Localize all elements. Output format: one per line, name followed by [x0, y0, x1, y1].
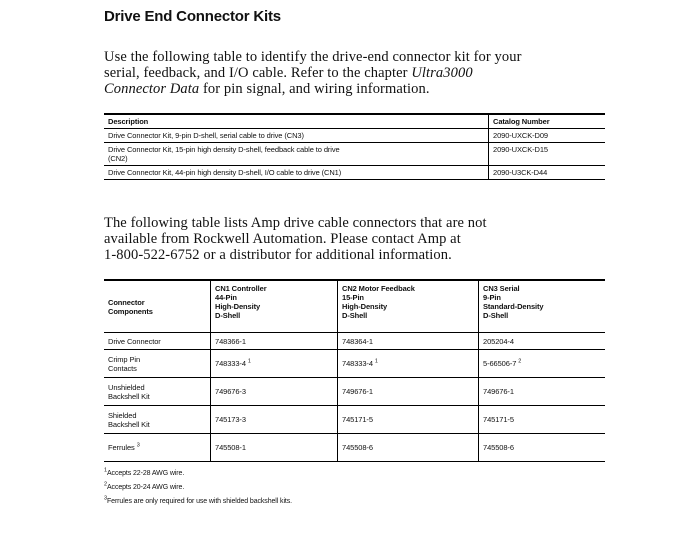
cn1-part-number: 748366-1 [211, 333, 338, 350]
column-header-connector-components: Connector Components [104, 280, 211, 333]
cn3-part-number: 745171-5 [479, 406, 606, 434]
amp-line-2: available from Rockwell Automation. Please contact Amp at [104, 231, 461, 247]
catalog-number: 2090-UXCK-D15 [489, 143, 606, 166]
chapter-name-part-1: Ultra3000 [411, 65, 473, 81]
table-row [104, 166, 605, 180]
amp-line-3: 1-800-522-6752 or a distributor for additional information. [104, 247, 452, 263]
footnote-1: $^1$Accepts 22-28 AWG wire. [104, 467, 185, 477]
table-row [104, 406, 605, 434]
column-header-cn2: CN2 Motor Feedback 15-Pin High-Density D-Shell [338, 280, 479, 333]
cn2-part-number: 749676-1 [338, 378, 479, 406]
column-header-cn3: CN3 Serial 9-Pin Standard-Density D-Shell [479, 280, 606, 333]
table-row [104, 378, 605, 406]
intro-line-3: Connector Data for pin signal, and wiring information. [104, 81, 430, 97]
column-header-description: Description [104, 114, 489, 129]
table-row [104, 434, 605, 462]
catalog-number: 2090-UXCK-D09 [489, 129, 606, 143]
footnote-ref: 3 [136, 442, 140, 449]
connector-kits-table [104, 113, 605, 180]
footnote-ref: 1 [247, 358, 251, 365]
component-label: Crimp Pin Contacts [104, 350, 211, 378]
kit-description: Drive Connector Kit, 44-pin high density D-shell, I/O cable to drive (CN1) [104, 166, 489, 180]
table-header-row [104, 280, 605, 333]
cn3-part-number: 745508-6 [479, 434, 606, 462]
table-row [104, 350, 605, 378]
cn2-part-number: 748364-1 [338, 333, 479, 350]
page-title: Drive End Connector Kits [104, 8, 281, 25]
cn1-part-number: 745508-1 [211, 434, 338, 462]
cn1-part-number: 748333-4 $^1$ [211, 350, 338, 378]
intro-paragraph [104, 49, 624, 97]
chapter-name-part-2: Connector Data [104, 81, 200, 97]
cn3-part-number: 749676-1 [479, 378, 606, 406]
amp-connectors-table [104, 279, 605, 462]
cn2-part-number: 745508-6 [338, 434, 479, 462]
cn1-part-number: 745173-3 [211, 406, 338, 434]
cn3-part-number: 205204-4 [479, 333, 606, 350]
component-label: Shielded Backshell Kit [104, 406, 211, 434]
cn2-part-number: 745171-5 [338, 406, 479, 434]
footnote-ref: 1 [374, 358, 378, 365]
cn1-part-number: 749676-3 [211, 378, 338, 406]
intro-line-2: serial, feedback, and I/O cable. Refer to the chapter Ultra3000 [104, 65, 473, 81]
kit-description: Drive Connector Kit, 15-pin high density D-shell, feedback cable to drive (CN2) [104, 143, 489, 166]
footnote-ref: 2 [518, 358, 522, 365]
footnote-3: $^3$Ferrules are only required for use with shielded backshell kits. [104, 495, 292, 505]
amp-paragraph [104, 215, 624, 263]
amp-line-1: The following table lists Amp drive cable connectors that are not [104, 215, 487, 231]
footnote-2: $^2$Accepts 20-24 AWG wire. [104, 481, 185, 491]
intro-line-1: Use the following table to identify the drive-end connector kit for your [104, 49, 522, 65]
table-row [104, 143, 605, 166]
column-header-cn1: CN1 Controller 44-Pin High-Density D-Shell [211, 280, 338, 333]
table-row [104, 333, 605, 350]
cn2-part-number: 748333-4 $^1$ [338, 350, 479, 378]
column-header-catalog-number: Catalog Number [489, 114, 606, 129]
component-label: Ferrules $^3$ [104, 434, 211, 462]
kit-description: Drive Connector Kit, 9-pin D-shell, serial cable to drive (CN3) [104, 129, 489, 143]
cn3-part-number: 5-66506-7 $^2$ [479, 350, 606, 378]
component-label: Drive Connector [104, 333, 211, 350]
table-header-row [104, 114, 605, 129]
catalog-number: 2090-U3CK-D44 [489, 166, 606, 180]
component-label: Unshielded Backshell Kit [104, 378, 211, 406]
table-row [104, 129, 605, 143]
